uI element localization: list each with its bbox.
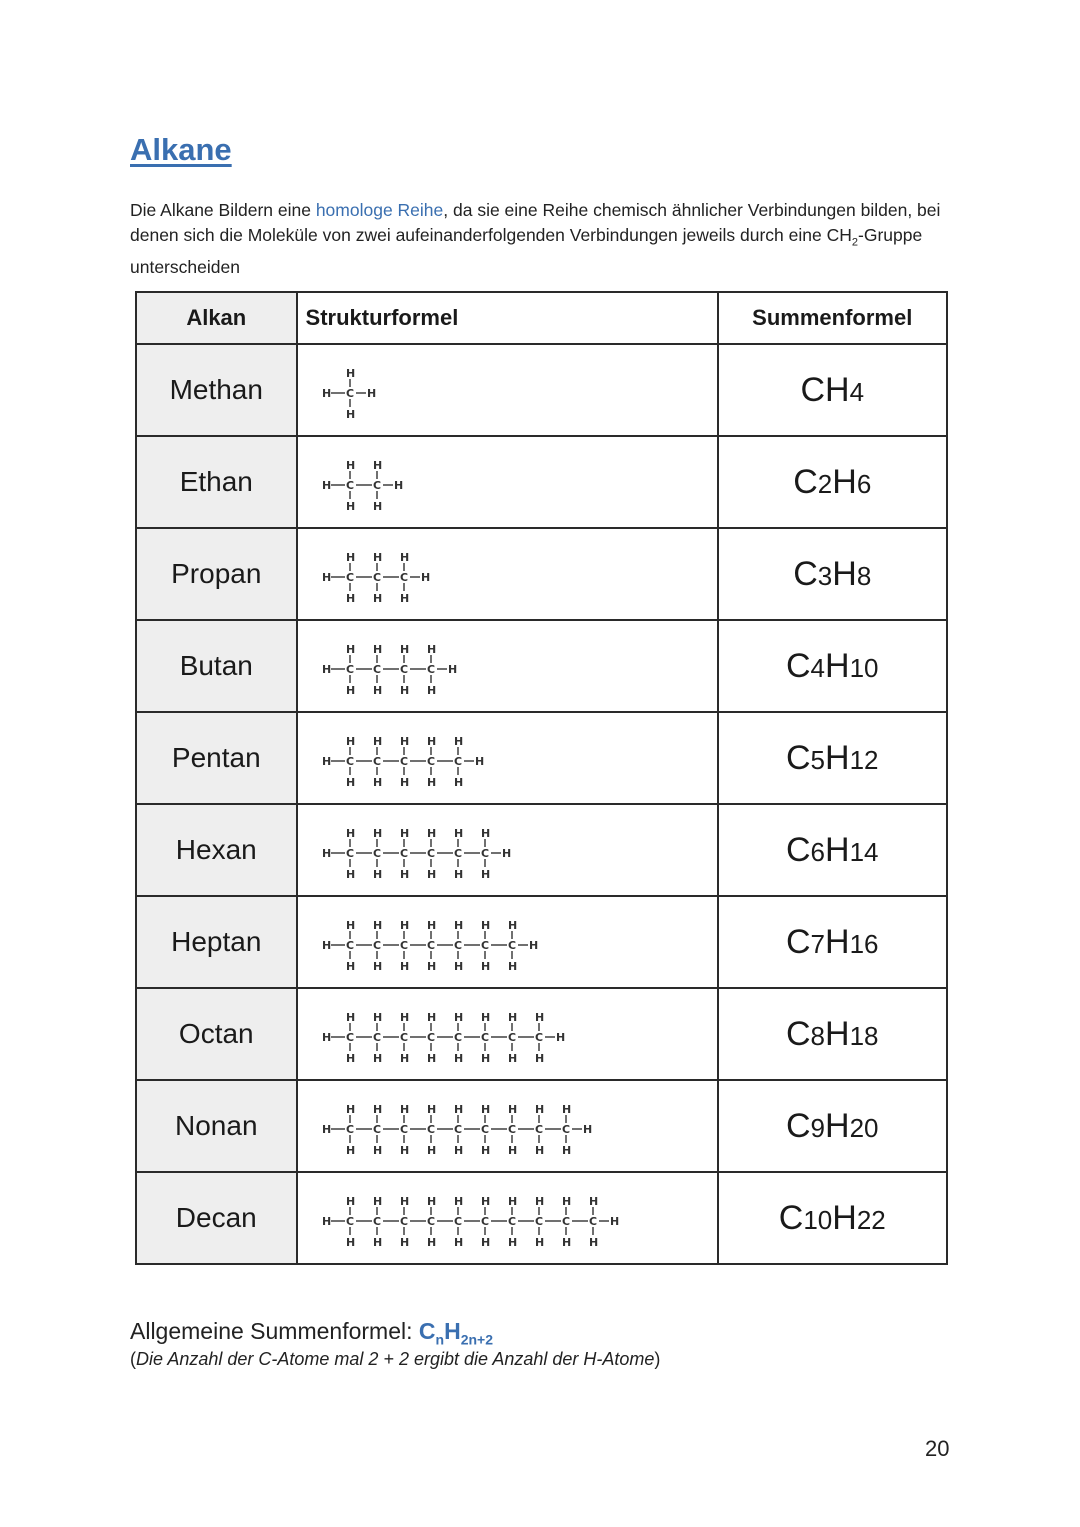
hydrogen-atom: H: [588, 1236, 598, 1249]
carbon-atom: C: [399, 939, 408, 952]
hydrogen-atom: H: [453, 960, 463, 973]
general-formula-value: [418, 1318, 494, 1348]
hydrogen-atom: H: [447, 663, 457, 676]
formula-hydrogen: H: [825, 738, 850, 777]
hydrogen-atom: H: [399, 643, 409, 656]
hydrogen-atom: H: [480, 827, 490, 840]
intro-text-2: , da sie eine Reihe chemisch ähnlicher Verbindungen bilden, bei denen sich die Moleküle von zwei aufeinanderfolgenden Verbindungen jeweils durch eine CH: [130, 200, 941, 245]
hydrogen-atom: H: [561, 1236, 571, 1249]
hydrogen-atom: H: [399, 776, 409, 789]
structural-formula: [297, 712, 718, 804]
formula-carbon: C: [800, 370, 826, 409]
molecular-formula: [718, 620, 948, 712]
hydrogen-atom: H: [480, 1011, 490, 1024]
carbon-atom: C: [399, 755, 408, 768]
formula-hydrogen: H: [832, 462, 857, 501]
hydrogen-atom: H: [480, 960, 490, 973]
formula-hydrogen-count: 22: [856, 1204, 886, 1235]
carbon-atom: C: [453, 1031, 462, 1044]
hydrogen-atom: H: [534, 1236, 544, 1249]
general-h: H: [444, 1318, 461, 1344]
page-number: 20: [925, 1436, 950, 1461]
hydrogen-atom: H: [399, 960, 409, 973]
hydrogen-atom: H: [507, 1144, 517, 1157]
hydrogen-atom: H: [321, 479, 331, 492]
carbon-atom: C: [534, 1215, 543, 1228]
molecular-formula: [718, 1080, 948, 1172]
table-row: [136, 1080, 947, 1172]
hydrogen-atom: H: [480, 1144, 490, 1157]
hydrogen-atom: H: [372, 1236, 382, 1249]
structural-formula: [297, 1080, 718, 1172]
hydrogen-atom: H: [426, 919, 436, 932]
hydrogen-atom: H: [372, 551, 382, 564]
carbon-atom: C: [453, 1123, 462, 1136]
hydrogen-atom: H: [321, 1215, 331, 1228]
formula-carbon-count: 8: [810, 1020, 826, 1051]
header-strukturformel: Strukturformel: [297, 292, 718, 344]
hydrogen-atom: H: [345, 408, 355, 421]
formula-carbon: C: [793, 554, 818, 593]
hydrogen-atom: H: [345, 919, 355, 932]
general-formula-label: Allgemeine Summenformel:: [130, 1318, 419, 1344]
hydrogen-atom: H: [501, 847, 511, 860]
carbon-atom: C: [588, 1215, 597, 1228]
hydrogen-atom: H: [345, 960, 355, 973]
hydrogen-atom: H: [507, 1195, 517, 1208]
hydrogen-atom: H: [399, 1011, 409, 1024]
carbon-atom: C: [399, 1031, 408, 1044]
alkane-name: Pentan: [136, 712, 297, 804]
note-close: ): [654, 1349, 661, 1369]
alkane-table: [135, 291, 948, 1265]
hydrogen-atom: H: [345, 776, 355, 789]
hydrogen-atom: H: [345, 592, 355, 605]
general-c-sub: n: [435, 1331, 445, 1348]
hydrogen-atom: H: [345, 551, 355, 564]
formula-hydrogen: H: [825, 922, 850, 961]
hydrogen-atom: H: [372, 1195, 382, 1208]
intro-subscript: 2: [851, 236, 858, 248]
structural-formula-drawing: [321, 818, 511, 882]
carbon-atom: C: [372, 755, 381, 768]
hydrogen-atom: H: [426, 827, 436, 840]
carbon-atom: C: [399, 663, 408, 676]
hydrogen-atom: H: [561, 1195, 571, 1208]
table-header-row: [136, 292, 947, 344]
hydrogen-atom: H: [480, 1052, 490, 1065]
hydrogen-atom: H: [426, 1236, 436, 1249]
molecular-formula: [718, 1172, 948, 1264]
carbon-atom: C: [534, 1123, 543, 1136]
hydrogen-atom: H: [345, 367, 355, 380]
hydrogen-atom: H: [609, 1215, 619, 1228]
structural-formula-drawing: [321, 450, 403, 514]
hydrogen-atom: H: [372, 592, 382, 605]
note-open: (: [130, 1349, 136, 1369]
hydrogen-atom: H: [453, 776, 463, 789]
carbon-atom: C: [426, 847, 435, 860]
carbon-atom: C: [399, 571, 408, 584]
carbon-atom: C: [345, 1031, 354, 1044]
structural-formula: [297, 620, 718, 712]
hydrogen-atom: H: [453, 1011, 463, 1024]
molecular-formula: [718, 528, 948, 620]
carbon-atom: C: [561, 1215, 570, 1228]
hydrogen-atom: H: [426, 1103, 436, 1116]
hydrogen-atom: H: [426, 735, 436, 748]
alkane-name: Ethan: [136, 436, 297, 528]
table-row: [136, 988, 947, 1080]
formula-carbon: C: [785, 1014, 811, 1053]
carbon-atom: C: [480, 939, 489, 952]
formula-hydrogen: H: [825, 1014, 850, 1053]
carbon-atom: C: [534, 1031, 543, 1044]
hydrogen-atom: H: [507, 1052, 517, 1065]
formula-hydrogen: H: [832, 1198, 857, 1237]
hydrogen-atom: H: [345, 1011, 355, 1024]
formula-carbon-count: 4: [810, 652, 826, 683]
carbon-atom: C: [399, 1123, 408, 1136]
alkane-name: Decan: [136, 1172, 297, 1264]
hydrogen-atom: H: [555, 1031, 565, 1044]
homologe-reihe-link[interactable]: homologe Reihe: [315, 200, 444, 220]
alkane-name: Heptan: [136, 896, 297, 988]
hydrogen-atom: H: [453, 1103, 463, 1116]
hydrogen-atom: H: [345, 1103, 355, 1116]
hydrogen-atom: H: [426, 1195, 436, 1208]
hydrogen-atom: H: [345, 500, 355, 513]
hydrogen-atom: H: [426, 868, 436, 881]
hydrogen-atom: H: [507, 960, 517, 973]
hydrogen-atom: H: [453, 868, 463, 881]
table-row: [136, 344, 947, 436]
carbon-atom: C: [345, 1123, 354, 1136]
formula-hydrogen-count: 16: [849, 928, 879, 959]
general-c: C: [418, 1318, 436, 1344]
carbon-atom: C: [480, 1123, 489, 1136]
molecular-formula: [718, 988, 948, 1080]
alkane-name: Methan: [136, 344, 297, 436]
formula-carbon-count: 3: [817, 560, 833, 591]
hydrogen-atom: H: [480, 919, 490, 932]
hydrogen-atom: H: [453, 1144, 463, 1157]
hydrogen-atom: H: [426, 1011, 436, 1024]
table-body: [136, 344, 947, 1264]
hydrogen-atom: H: [321, 387, 331, 400]
general-formula: [130, 1318, 493, 1348]
hydrogen-atom: H: [480, 1236, 490, 1249]
hydrogen-atom: H: [345, 1195, 355, 1208]
hydrogen-atom: H: [507, 1011, 517, 1024]
carbon-atom: C: [345, 847, 354, 860]
hydrogen-atom: H: [453, 1195, 463, 1208]
alkane-name: Octan: [136, 988, 297, 1080]
hydrogen-atom: H: [372, 1103, 382, 1116]
hydrogen-atom: H: [426, 776, 436, 789]
formula-carbon: C: [785, 922, 811, 961]
formula-hydrogen-count: 8: [856, 560, 872, 591]
hydrogen-atom: H: [321, 663, 331, 676]
structural-formula: [297, 804, 718, 896]
hydrogen-atom: H: [372, 684, 382, 697]
formula-carbon: C: [778, 1198, 804, 1237]
hydrogen-atom: H: [426, 960, 436, 973]
hydrogen-atom: H: [345, 1052, 355, 1065]
hydrogen-atom: H: [582, 1123, 592, 1136]
hydrogen-atom: H: [321, 1123, 331, 1136]
carbon-atom: C: [372, 847, 381, 860]
hydrogen-atom: H: [321, 755, 331, 768]
hydrogen-atom: H: [345, 643, 355, 656]
carbon-atom: C: [480, 1031, 489, 1044]
table-row: [136, 712, 947, 804]
hydrogen-atom: H: [321, 939, 331, 952]
hydrogen-atom: H: [399, 1103, 409, 1116]
table-row: [136, 896, 947, 988]
page-title: Alkane: [130, 132, 232, 167]
hydrogen-atom: H: [507, 1103, 517, 1116]
formula-carbon: C: [785, 646, 811, 685]
hydrogen-atom: H: [321, 571, 331, 584]
hydrogen-atom: H: [372, 1011, 382, 1024]
carbon-atom: C: [453, 755, 462, 768]
hydrogen-atom: H: [372, 776, 382, 789]
formula-hydrogen-count: 10: [849, 652, 879, 683]
hydrogen-atom: H: [507, 919, 517, 932]
formula-carbon-count: 5: [810, 744, 826, 775]
hydrogen-atom: H: [561, 1103, 571, 1116]
formula-hydrogen-count: 6: [856, 468, 872, 499]
structural-formula: [297, 988, 718, 1080]
hydrogen-atom: H: [372, 827, 382, 840]
header-summenformel: Summenformel: [718, 292, 948, 344]
carbon-atom: C: [426, 939, 435, 952]
carbon-atom: C: [507, 1215, 516, 1228]
formula-hydrogen: H: [832, 554, 857, 593]
structural-formula-drawing: [321, 1186, 619, 1250]
structural-formula-drawing: [321, 1094, 592, 1158]
hydrogen-atom: H: [399, 1236, 409, 1249]
hydrogen-atom: H: [399, 592, 409, 605]
structural-formula-drawing: [321, 542, 430, 606]
hydrogen-atom: H: [480, 1103, 490, 1116]
hydrogen-atom: H: [345, 459, 355, 472]
hydrogen-atom: H: [372, 919, 382, 932]
carbon-atom: C: [345, 939, 354, 952]
structural-formula-drawing: [321, 910, 538, 974]
formula-hydrogen-count: 12: [849, 744, 879, 775]
structural-formula-drawing: [321, 634, 457, 698]
carbon-atom: C: [480, 847, 489, 860]
formula-carbon-count: 7: [810, 928, 826, 959]
formula-hydrogen: H: [825, 370, 850, 409]
structural-formula-drawing: [321, 726, 484, 790]
hydrogen-atom: H: [399, 1144, 409, 1157]
hydrogen-atom: H: [372, 643, 382, 656]
molecular-formula: [718, 896, 948, 988]
carbon-atom: C: [345, 571, 354, 584]
hydrogen-atom: H: [534, 1103, 544, 1116]
hydrogen-atom: H: [399, 1195, 409, 1208]
hydrogen-atom: H: [372, 960, 382, 973]
hydrogen-atom: H: [372, 1144, 382, 1157]
general-h-sub: 2n+2: [460, 1331, 494, 1348]
hydrogen-atom: H: [420, 571, 430, 584]
alkane-name: Propan: [136, 528, 297, 620]
carbon-atom: C: [372, 939, 381, 952]
structural-formula: [297, 436, 718, 528]
hydrogen-atom: H: [480, 868, 490, 881]
hydrogen-atom: H: [366, 387, 376, 400]
carbon-atom: C: [372, 479, 381, 492]
table-row: [136, 620, 947, 712]
carbon-atom: C: [372, 663, 381, 676]
alkane-name: Nonan: [136, 1080, 297, 1172]
molecular-formula: [718, 712, 948, 804]
hydrogen-atom: H: [345, 684, 355, 697]
hydrogen-atom: H: [528, 939, 538, 952]
formula-hydrogen-count: 20: [849, 1112, 879, 1143]
carbon-atom: C: [345, 755, 354, 768]
hydrogen-atom: H: [372, 1052, 382, 1065]
hydrogen-atom: H: [399, 919, 409, 932]
hydrogen-atom: H: [399, 551, 409, 564]
carbon-atom: C: [453, 939, 462, 952]
hydrogen-atom: H: [372, 868, 382, 881]
carbon-atom: C: [426, 1215, 435, 1228]
hydrogen-atom: H: [345, 868, 355, 881]
formula-hydrogen: H: [825, 830, 850, 869]
hydrogen-atom: H: [453, 1052, 463, 1065]
hydrogen-atom: H: [399, 684, 409, 697]
hydrogen-atom: H: [561, 1144, 571, 1157]
carbon-atom: C: [426, 755, 435, 768]
hydrogen-atom: H: [534, 1144, 544, 1157]
carbon-atom: C: [426, 663, 435, 676]
alkane-name: Butan: [136, 620, 297, 712]
carbon-atom: C: [345, 479, 354, 492]
structural-formula-drawing: [321, 358, 376, 422]
formula-carbon-count: 2: [817, 468, 833, 499]
carbon-atom: C: [507, 1031, 516, 1044]
carbon-atom: C: [453, 847, 462, 860]
intro-paragraph: [130, 198, 970, 279]
carbon-atom: C: [507, 939, 516, 952]
hydrogen-atom: H: [345, 1236, 355, 1249]
formula-carbon-count: 10: [803, 1204, 833, 1235]
carbon-atom: C: [345, 1215, 354, 1228]
hydrogen-atom: H: [453, 735, 463, 748]
note-text: Die Anzahl der C-Atome mal 2 + 2 ergibt die Anzahl der H-Atome: [136, 1349, 655, 1369]
carbon-atom: C: [372, 1031, 381, 1044]
carbon-atom: C: [372, 1215, 381, 1228]
hydrogen-atom: H: [507, 1236, 517, 1249]
formula-carbon: C: [785, 1106, 811, 1145]
hydrogen-atom: H: [426, 684, 436, 697]
table-row: [136, 804, 947, 896]
hydrogen-atom: H: [399, 1052, 409, 1065]
molecular-formula: [718, 344, 948, 436]
structural-formula: [297, 1172, 718, 1264]
table-row: [136, 436, 947, 528]
hydrogen-atom: H: [345, 827, 355, 840]
hydrogen-atom: H: [453, 919, 463, 932]
carbon-atom: C: [399, 847, 408, 860]
carbon-atom: C: [345, 663, 354, 676]
formula-hydrogen: H: [825, 1106, 850, 1145]
header-alkan: Alkan: [136, 292, 297, 344]
formula-hydrogen-count: 4: [849, 376, 865, 407]
hydrogen-atom: H: [453, 827, 463, 840]
hydrogen-atom: H: [372, 735, 382, 748]
hydrogen-atom: H: [453, 1236, 463, 1249]
hydrogen-atom: H: [399, 868, 409, 881]
molecular-formula: [718, 804, 948, 896]
hydrogen-atom: H: [345, 735, 355, 748]
table-row: [136, 528, 947, 620]
hydrogen-atom: H: [426, 643, 436, 656]
hydrogen-atom: H: [588, 1195, 598, 1208]
hydrogen-atom: H: [345, 1144, 355, 1157]
hydrogen-atom: H: [321, 1031, 331, 1044]
hydrogen-atom: H: [372, 459, 382, 472]
structural-formula: [297, 344, 718, 436]
formula-carbon-count: 6: [810, 836, 826, 867]
carbon-atom: C: [345, 387, 354, 400]
hydrogen-atom: H: [474, 755, 484, 768]
hydrogen-atom: H: [534, 1195, 544, 1208]
structural-formula: [297, 528, 718, 620]
formula-hydrogen: H: [825, 646, 850, 685]
hydrogen-atom: H: [426, 1144, 436, 1157]
formula-carbon: C: [793, 462, 818, 501]
alkane-name: Hexan: [136, 804, 297, 896]
hydrogen-atom: H: [534, 1011, 544, 1024]
structural-formula: [297, 896, 718, 988]
formula-carbon: C: [785, 830, 811, 869]
formula-carbon: C: [785, 738, 811, 777]
hydrogen-atom: H: [399, 827, 409, 840]
intro-text-3: -Gruppe unterscheiden: [130, 224, 923, 277]
carbon-atom: C: [372, 1123, 381, 1136]
table-row: [136, 1172, 947, 1264]
molecular-formula: [718, 436, 948, 528]
hydrogen-atom: H: [480, 1195, 490, 1208]
hydrogen-atom: H: [393, 479, 403, 492]
hydrogen-atom: H: [399, 735, 409, 748]
formula-hydrogen-count: 14: [849, 836, 879, 867]
carbon-atom: C: [372, 571, 381, 584]
carbon-atom: C: [399, 1215, 408, 1228]
carbon-atom: C: [561, 1123, 570, 1136]
carbon-atom: C: [507, 1123, 516, 1136]
carbon-atom: C: [426, 1123, 435, 1136]
carbon-atom: C: [480, 1215, 489, 1228]
carbon-atom: C: [453, 1215, 462, 1228]
carbon-atom: C: [426, 1031, 435, 1044]
general-formula-note: [130, 1349, 660, 1370]
hydrogen-atom: H: [534, 1052, 544, 1065]
intro-text-1: Die Alkane Bildern eine: [130, 200, 316, 220]
hydrogen-atom: H: [372, 500, 382, 513]
hydrogen-atom: H: [426, 1052, 436, 1065]
hydrogen-atom: H: [321, 847, 331, 860]
structural-formula-drawing: [321, 1002, 565, 1066]
formula-hydrogen-count: 18: [849, 1020, 879, 1051]
formula-carbon-count: 9: [810, 1112, 826, 1143]
